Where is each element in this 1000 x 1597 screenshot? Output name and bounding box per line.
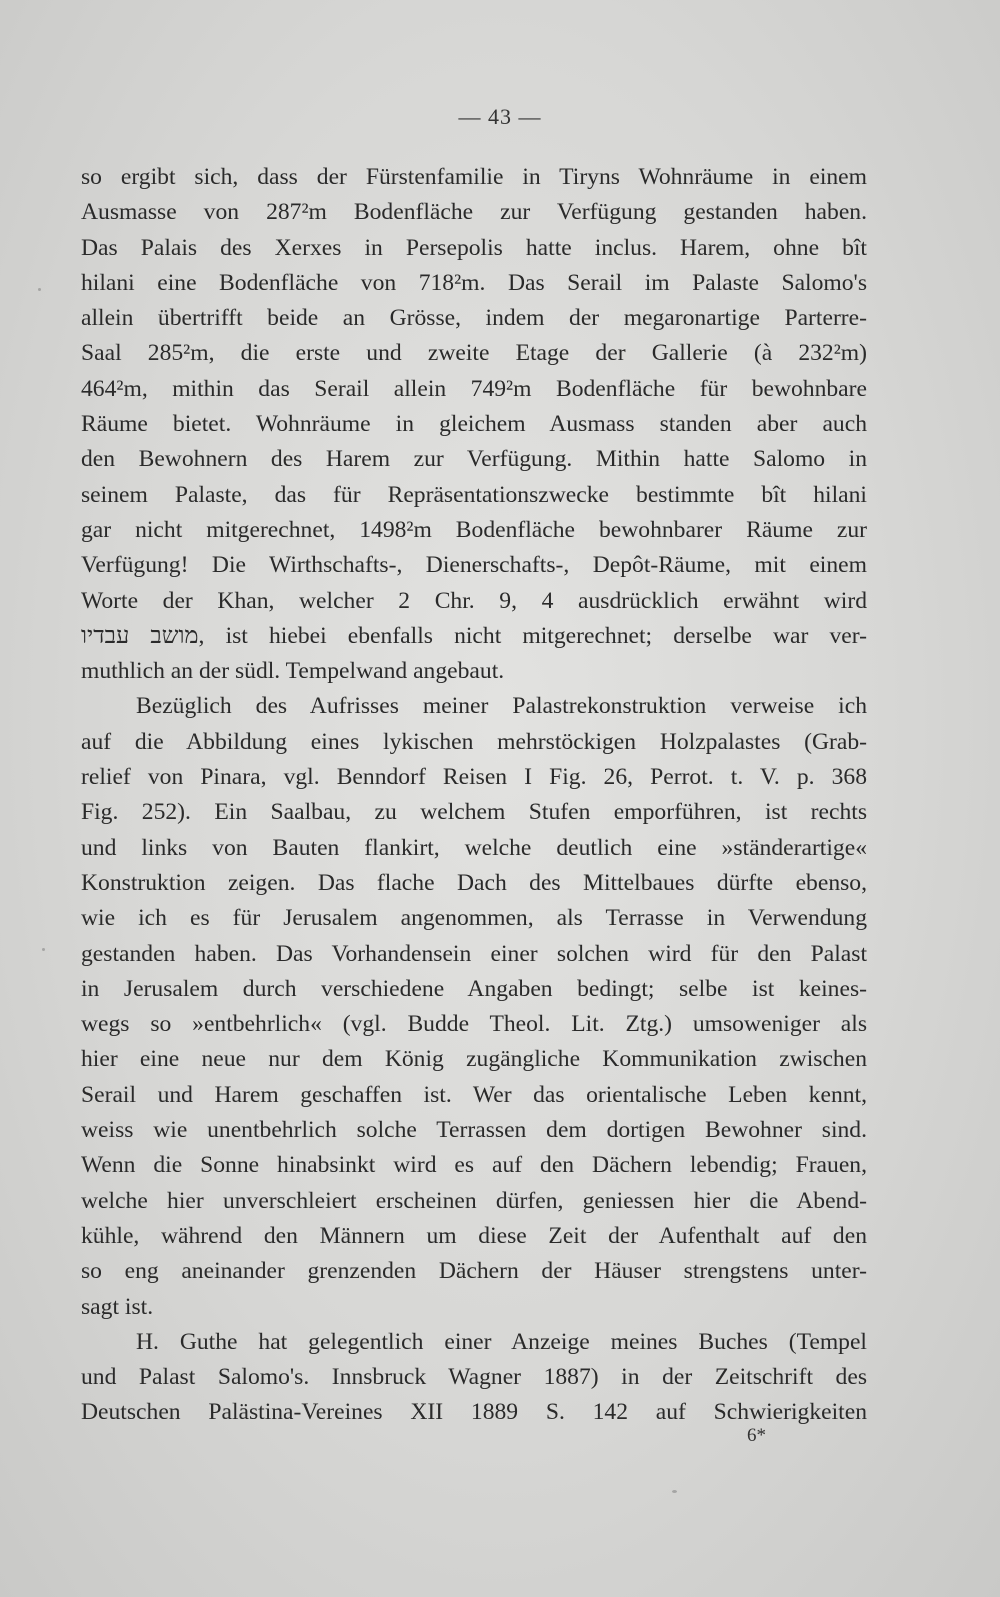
text-line: so ergibt sich, dass der Fürstenfamilie in Tiryns Wohnräume in einem: [81, 164, 867, 190]
text-line: sagt ist.: [81, 1293, 154, 1320]
paragraph: [81, 689, 867, 1324]
text-line: hier eine neue nur dem König zugängliche Kommunikation zwischen: [81, 1046, 867, 1073]
text-line: muthlich an der südl. Tempelwand angebaut.: [81, 658, 505, 685]
text-line: Wenn die Sonne hinabsinkt wird es auf den Dächern lebendig; Frauen,: [81, 1152, 867, 1179]
text-line: so eng aneinander grenzenden Dächern der Häuser strengstens unter-: [81, 1258, 867, 1285]
text-line: Worte der Khan, welcher 2 Chr. 9, 4 ausdrücklich erwähnt wird: [81, 587, 867, 614]
signature-mark: 6*: [747, 1425, 766, 1446]
text-line: Bezüglich des Aufrisses meiner Palastrekonstruktion verweise ich: [136, 693, 867, 720]
text-line: Konstruktion zeigen. Das flache Dach des Mittelbaues dürfte ebenso,: [81, 869, 867, 896]
text-line: Saal 285²m, die erste und zweite Etage der Gallerie (à 232²m): [81, 340, 867, 367]
text-line: Fig. 252). Ein Saalbau, zu welchem Stufen emporführen, ist rechts: [81, 799, 867, 826]
text-line: Deutschen Palästina-Vereines XII 1889 S. 142 auf Schwierigkeiten: [81, 1399, 867, 1426]
paragraph: [81, 160, 867, 689]
text-line: hilani eine Bodenfläche von 718²m. Das Serail im Palaste Salomo's: [81, 269, 867, 296]
text-line: 464²m, mithin das Serail allein 749²m Bodenfläche für bewohnbare: [81, 375, 867, 402]
text-line: und Palast Salomo's. Innsbruck Wagner 1887) in der Zeitschrift des: [81, 1364, 867, 1391]
paper-speck: [38, 288, 41, 291]
text-line: Ausmasse von 287²m Bodenfläche zur Verfügung gestanden haben.: [81, 199, 867, 226]
text-line: wie ich es für Jerusalem angenommen, als Terrasse in Verwendung: [81, 905, 867, 932]
text-line: Das Palais des Xerxes in Persepolis hatte inclus. Harem, ohne bît: [81, 234, 867, 261]
text-line: Räume bietet. Wohnräume in gleichem Ausmass standen aber auch: [81, 411, 867, 438]
text-line: kühle, während den Männern um diese Zeit der Aufenthalt auf den: [81, 1222, 867, 1249]
paragraph: [81, 1325, 867, 1431]
paper-speck: [672, 1490, 677, 1493]
text-line: מושב עבדיו, ist hiebei ebenfalls nicht mitgerechnet; derselbe war ver-: [81, 622, 867, 649]
text-line: in Jerusalem durch verschiedene Angaben bedingt; selbe ist keines-: [81, 975, 867, 1002]
text-line: relief von Pinara, vgl. Benndorf Reisen I Fig. 26, Perrot. t. V. p. 368: [81, 764, 867, 791]
text-line: weiss wie unentbehrlich solche Terrassen dem dortigen Bewohner sind.: [81, 1117, 867, 1144]
text-line: allein übertrifft beide an Grösse, indem der megaronartige Parterre-: [81, 305, 867, 332]
text-line: auf die Abbildung eines lykischen mehrstöckigen Holzpalastes (Grab-: [81, 728, 867, 755]
text-line: seinem Palaste, das für Repräsentationszwecke bestimmte bît hilani: [81, 481, 867, 508]
text-line: und links von Bauten flankirt, welche deutlich eine »ständerartige«: [81, 834, 867, 861]
text-line: Serail und Harem geschaffen ist. Wer das orientalische Leben kennt,: [81, 1081, 867, 1108]
text-line: H. Guthe hat gelegentlich einer Anzeige meines Buches (Tempel: [136, 1328, 867, 1355]
body-text: [81, 160, 867, 1431]
paper-speck: [42, 948, 45, 951]
text-line: gestanden haben. Das Vorhandensein einer solchen wird für den Palast: [81, 940, 867, 967]
text-line: den Bewohnern des Harem zur Verfügung. Mithin hatte Salomo in: [81, 446, 867, 473]
text-line: gar nicht mitgerechnet, 1498²m Bodenfläche bewohnbarer Räume zur: [81, 516, 867, 543]
text-line: Verfügung! Die Wirthschafts-, Dienerschafts-, Depôt-Räume, mit einem: [81, 552, 867, 579]
text-line: wegs so »entbehrlich« (vgl. Budde Theol. Lit. Ztg.) umsoweniger als: [81, 1011, 867, 1038]
text-line: welche hier unverschleiert erscheinen dürfen, geniessen hier die Abend-: [81, 1187, 867, 1214]
page-number-header: — 43 —: [458, 104, 542, 129]
